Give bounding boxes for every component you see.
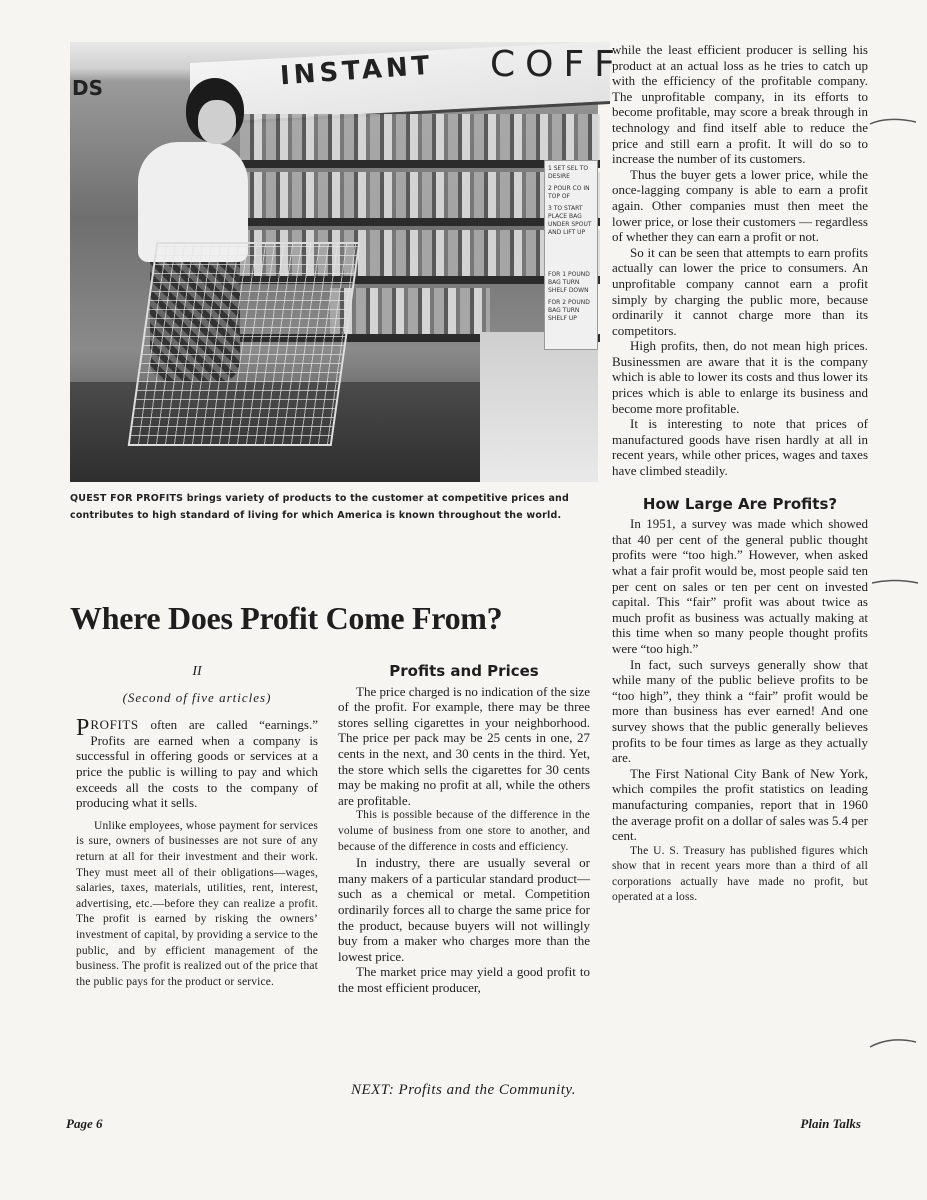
next-article-note: NEXT: Profits and the Community.: [350, 1082, 577, 1098]
subhead-how-large-are-profits: How Large Are Profits?: [642, 494, 838, 513]
caption-lead: QUEST FOR PROFITS: [70, 493, 184, 504]
paragraph: High profits, then, do not mean high prices. Businessmen are aware that it is the company which is able to lower its costs and thus lower its prices which is able to enlarge its business and become more profitable.: [612, 338, 868, 416]
sign-instant-text: INSTANT: [279, 50, 435, 92]
paragraph: This is possible because of the difference in the volume of business from one store to another, and because of the difference in costs and efficiency.: [338, 809, 590, 853]
paragraph: In industry, there are usually several or many makers of a particular standard product—such as a chemical or metal. Competition ordinarily forces all to charge the same price for the product, because buyers will not willingly buy from a maker who charges more than the lowest price.: [338, 855, 590, 964]
shelf-products: [240, 114, 600, 160]
caption-text: brings variety of products to the customer at competitive prices and contributes to high standard of living for which America is known throughout the world.: [70, 493, 570, 521]
article-number: II: [192, 664, 202, 679]
paragraph: The U. S. Treasury has published figures which show that in recent years more than a third of all corporations actually have made no profit, but operated at a loss.: [612, 844, 868, 904]
subhead-profits-and-prices: Profits and Prices: [389, 662, 539, 680]
paragraph: So it can be seen that attempts to earn profits actually can lower the price to consumers. An unprofitable company cannot earn a profit simply by charging the public more, because ordinarily it cannot charge more than its competitors.: [612, 244, 868, 338]
card-line: FOR 1 POUND BAG TURN SHELF DOWN: [548, 271, 590, 294]
paragraph: Unlike employees, whose payment for services is sure, owners of businesses are not sure of any return at all for their investment and their work. They must meet all of their obligations—wages, salaries, taxes, materials, utilities, rent, interest, advertising, etc.—before they can realize a profit. The profit is earned by risking the owners’ investment of capital, by providing a service to the public, and by efficient management of the business. The profit is realized out of the price that the public pays for the product or service.: [76, 819, 318, 988]
card-line: 1 SET SEL TO DESIRE: [548, 165, 589, 180]
publication-name: Plain Talks: [800, 1116, 861, 1131]
sign-coffee-text: COFF: [490, 44, 625, 85]
paragraph: The First National City Bank of New York, which compiles the profit statistics on leading manufacturing companies, report that in 1960 the average profit on a dollar of sales was 5.4 per cent.: [612, 765, 868, 844]
paragraph: Thus the buyer gets a lower price, while the once-lagging company is able to earn a profit again. Other companies must then meet the lower price, or lose their customers — regardless of whether they can earn a profit or not.: [612, 166, 868, 245]
card-line: 2 POUR CO IN TOP OF: [548, 185, 590, 200]
woman-figure-face: [198, 100, 236, 144]
paragraph: In 1951, a survey was made which showed that 40 per cent of the general public thought profits were “too high.” However, when asked what a fair profit would be, most people said ten per cent on sales or ten per cent on invested capital. This “fair” profit was about twice as much profit as business was actually making at this time when so many people thought profits were “too high.”: [612, 516, 868, 656]
drop-cap: P: [76, 715, 90, 742]
shelf-products: [330, 288, 490, 334]
store-photo: [70, 42, 625, 482]
store-counter: [480, 332, 598, 482]
paragraph: The price charged is no indication of the size of the profit. For example, there may be three stores selling cigarettes in your neighborhood. The price per pack may be 25 cents in one, 27 cents in the next, and 30 cents in the third. Yet, the store which sells the cigarettes for 30 cents may be making no profit at all, while the others are profitable.: [338, 683, 590, 808]
sign-left-text: DS: [72, 76, 104, 100]
instruction-card: [544, 160, 598, 350]
binder-mark: [868, 1036, 918, 1050]
binder-mark: [868, 114, 918, 128]
lead-caps: ROFITS: [90, 717, 139, 733]
column-1: [76, 664, 318, 990]
page-number: Page 6: [66, 1116, 103, 1131]
article-headline: Where Does Profit Come From?: [70, 600, 503, 636]
paragraph: while the least efficient producer is selling his product at an actual loss as he tries to catch up with the efficiency of the profitable company. The unprofitable company, in its efforts to become profitable, may score a break through in technology and find itself able to reduce the price and still earn a profit. It will do so to increase the number of its customers.: [612, 42, 868, 167]
photo-caption: [70, 490, 598, 524]
shopping-cart: [128, 242, 361, 446]
series-note: (Second of five articles): [122, 689, 272, 705]
paragraph: The market price may yield a good profit to the most efficient producer,: [338, 964, 590, 995]
column-2: [338, 664, 590, 995]
binder-mark: [870, 574, 920, 588]
paragraph: [76, 717, 318, 811]
paragraph-text: often are called “earnings.” Profits are earned when a company is successful in offering goods or services at a price the public is willing to pay and which exceeds all the costs to the company of producing what it sells.: [76, 717, 318, 811]
card-line: 3 TO START PLACE BAG UNDER SPOUT AND LIFT UP: [548, 205, 592, 236]
card-line: FOR 2 POUND BAG TURN SHELF UP: [548, 299, 590, 322]
paragraph: In fact, such surveys generally show that while many of the public believe profits to be “too high”, they think a “fair” profit would be more than business has ever earned! And one survey shows that the public generally believes profits to be four times as large as they actually are.: [612, 656, 868, 766]
column-3: [612, 42, 868, 906]
paragraph: It is interesting to note that prices of manufactured goods have risen hardly at all in recent years, while other prices, wages and taxes have climbed steadily.: [612, 416, 868, 479]
subhead-block: [612, 494, 868, 513]
